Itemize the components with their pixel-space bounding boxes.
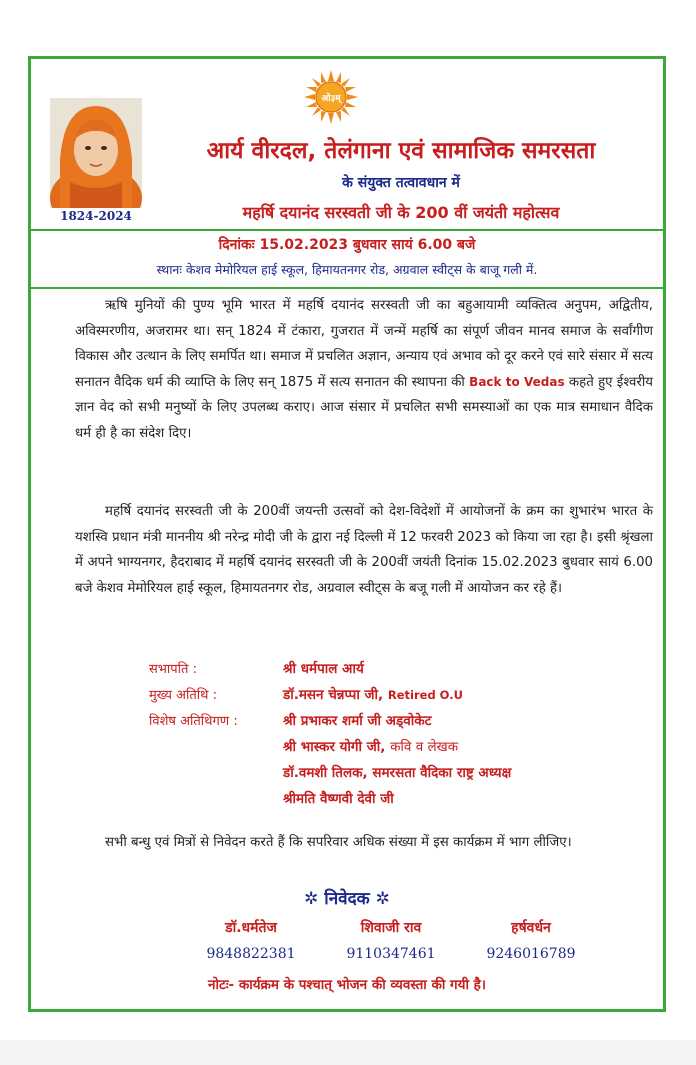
guest-row-special-4 xyxy=(31,789,663,815)
guest-row-president xyxy=(31,659,663,685)
guest-row-special-1 xyxy=(31,711,663,737)
contact-name: डॉ.धर्मतेज xyxy=(225,920,277,936)
name-special-1: श्री प्रभाकर शर्मा जी अड्वोकेट xyxy=(283,713,432,729)
main-title: आर्य वीरदल, तेलंगाना एवं सामाजिक समरसता xyxy=(206,138,596,164)
divider-top xyxy=(31,229,663,231)
name-special-3: डॉ.वमशी तिलक, समरसता वैदिका राष्ट्र अध्यक्ष xyxy=(283,765,512,781)
contact-name: हर्षवर्धन xyxy=(511,920,551,936)
paragraph-2 xyxy=(75,499,653,601)
appeal-text: सभी बन्धु एवं मित्रों से निवेदन करते हैं कि सपरिवार अधिक संख्या में इस कार्यक्रम में भाग लीजिए। xyxy=(105,835,572,850)
name-special-4: श्रीमति वैष्णवी देवी जी xyxy=(283,791,394,807)
chief-guest-note: Retired O.U xyxy=(387,688,463,702)
contact-phone[interactable]: 9246016789 xyxy=(486,946,576,962)
special-2-desc: कवि व लेखक xyxy=(390,739,459,755)
years-label: 1824-2024 xyxy=(60,209,132,223)
contact-name: शिवाजी राव xyxy=(360,920,422,936)
special-2-name: श्री भास्कर योगी जी, xyxy=(283,739,386,755)
paragraph-1 xyxy=(75,293,653,446)
divider-bottom xyxy=(31,287,663,289)
name-president: श्री धर्मपाल आर्य xyxy=(283,661,364,677)
guest-row-special-3 xyxy=(31,763,663,789)
guest-row-chief xyxy=(31,685,663,711)
role-special-guests: विशेष अतिथिगण : xyxy=(149,714,238,729)
back-to-vedas-highlight: Back to Vedas xyxy=(469,374,565,389)
om-text: ओ३म् xyxy=(321,94,341,104)
name-chief-guest xyxy=(283,685,463,703)
contact-3 xyxy=(461,918,601,962)
subtitle-line-2: महर्षि दयानंद सरस्वती जी के 200 वीं जयंती महोत्सव xyxy=(242,203,560,222)
contact-2 xyxy=(321,918,461,962)
chief-guest-name: डॉ.मसन चेन्नप्पा जी, xyxy=(283,687,384,703)
dayanand-portrait-image xyxy=(50,98,142,208)
subtitle-line-1: के संयुक्त तत्वावधान में xyxy=(342,175,460,191)
name-special-2 xyxy=(283,737,458,755)
event-date: दिनांकः 15.02.2023 बुधवार सायं 6.00 बजे xyxy=(218,237,476,253)
contacts xyxy=(31,918,663,972)
paragraph-1-text-b: कहते हुए ईश्वरीय ज्ञान वेद को सभी मनुष्यों के लिए उपलब्ध कराए। आज संसार में प्रचलित सभी समस्याओं का एक मात्र समाधान वैदिक धर्म ही है का संदेश दिए। xyxy=(75,374,653,441)
event-venue: स्थानः केशव मेमोरियल हाई स्कूल, हिमायतनगर रोड, अग्रवाल स्वीट्स के बाजू गली में. xyxy=(156,262,538,277)
nivedak-heading: ✲ निवेदक ✲ xyxy=(304,889,390,909)
om-sun-logo xyxy=(303,69,359,125)
role-chief-guest: मुख्य अतिथि : xyxy=(149,688,217,703)
paragraph-2-text: महर्षि दयानंद सरस्वती जी के 200वीं जयन्ती उत्सवों को देश-विदेशों में आयोजनों के क्रम का शुभारंभ भारत के यशस्वि प्रधान मंत्री माननीय श्री नरेन्द्र मोदी जी के द्वारा नई दिल्ली में 12 फरवरी 2023 को किया जा रहा है। इसी श्रृंखला में अपने भाग्यनगर, हैदराबाद में महर्षि दयानंद सरस्वती जी के 200वीं जयंती दिनांक 15.02.2023 बुधवार सायं 6.00 बजे केशव मेमोरियल हाई स्कूल, हिमायतनगर रोड, अग्रवाल स्वीट्स के बजू गली में आयोजन कर रहे हैं। xyxy=(75,504,653,596)
invitation-frame xyxy=(28,56,666,1012)
guest-row-special-2 xyxy=(31,737,663,763)
contact-1 xyxy=(181,918,321,962)
contact-phone[interactable]: 9110347461 xyxy=(346,946,436,962)
header xyxy=(31,59,663,229)
food-note: नोटः- कार्यक्रम के पश्चात् भोजन की व्यवस्ता की गयी है। xyxy=(208,977,486,993)
role-president: सभापति : xyxy=(149,662,197,677)
paragraph-1-text-a: ऋषि मुनियों की पुण्य भूमि भारत में महर्षि दयानंद सरस्वती जी का बहुआयामी व्यक्तित्व अनुपम, अद्वितीय, अविस्मरणीय, अजरामर था। सन् 1824 में टंकारा, गुजरात में जन्में महर्षि का संपूर्ण जीवन मानव समाज के सर्वांगीण विकास और उत्थान के लिए समर्पित था। समाज में प्रचलित अज्ञान, अन्याय एवं अभाव को दूर करने एवं सारे संसार में सत्य सनातन वैदिक धर्म की व्याप्ति के लिए सन् 1875 में सत्य सनातन की स्थापना की xyxy=(75,298,653,390)
contact-phone[interactable]: 9848822381 xyxy=(206,946,296,962)
